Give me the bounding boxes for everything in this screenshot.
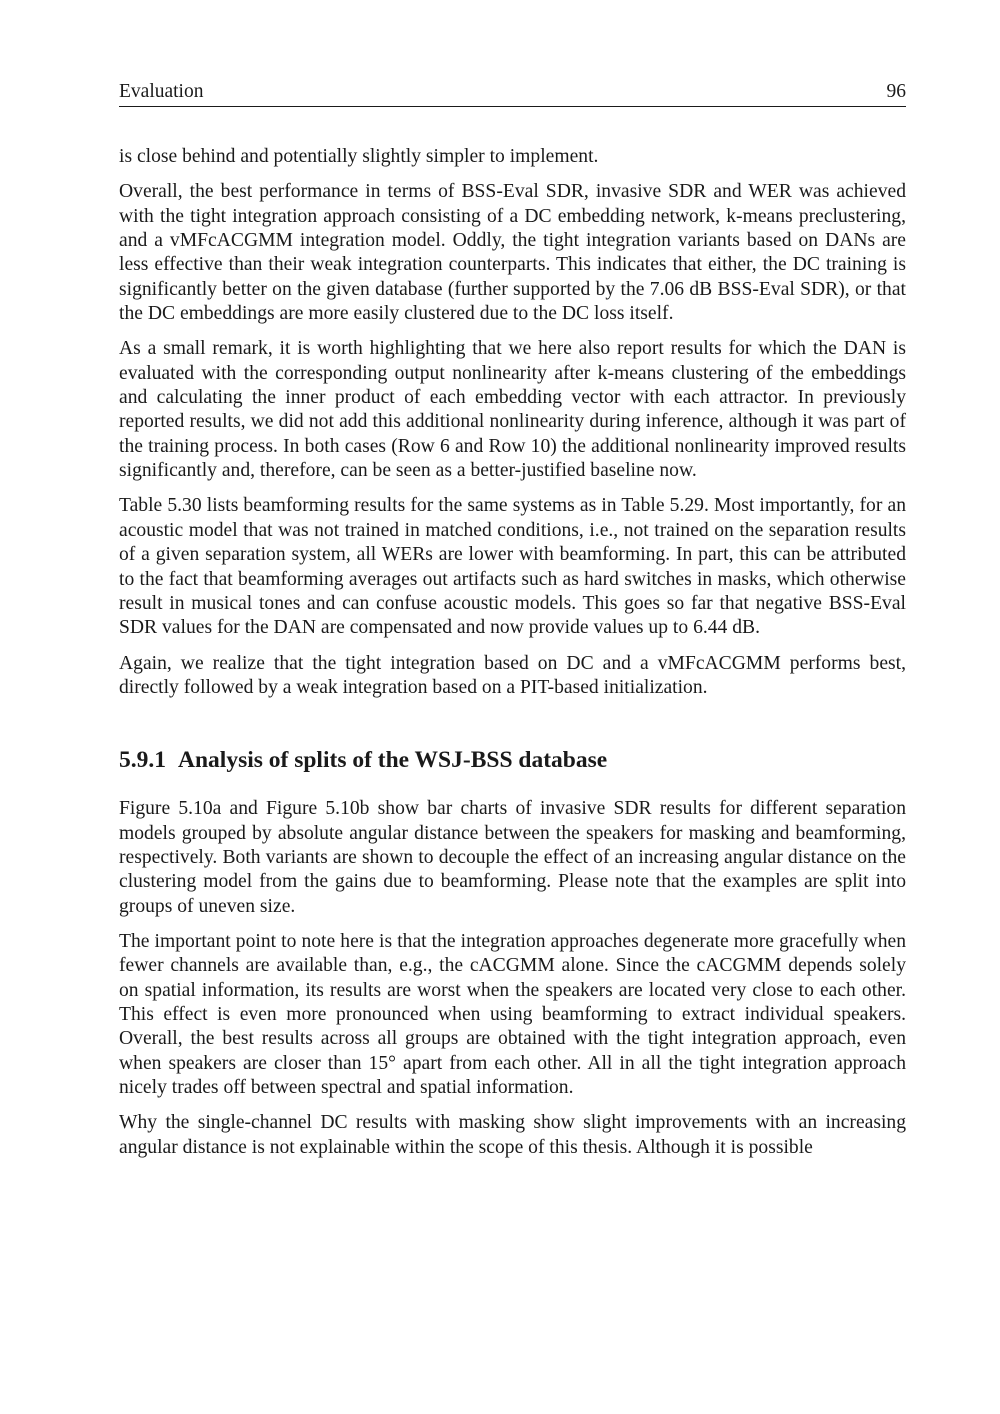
section-heading xyxy=(119,745,906,775)
running-header xyxy=(119,80,906,107)
paragraph: Figure 5.10a and Figure 5.10b show bar charts of invasive SDR results for different separation models grouped by absolute angular distance between the speakers for masking and beamforming, respectively. Both variants are shown to decouple the effect of an increasing angular distance on the clustering model from the gains due to beamforming. Please note that the examples are split into groups of uneven size. xyxy=(119,798,906,917)
paragraph: Why the single-channel DC results with masking show slight improvements with an increasing angular distance is not explainable within the scope of this thesis. Although it is possible xyxy=(119,1112,906,1158)
paragraph: The important point to note here is that the integration approaches degenerate more gracefully when fewer channels are available than, e.g., the cACGMM alone. Since the cACGMM depends solely on spatial information, its results are worst when the speakers are located very close to each other. This effect is even more pronounced when using beamforming to extract individual speakers. Overall, the best results across all groups are obtained with the tight integration approach, even when speakers are closer than 15° apart from each other. All in all the tight integration approach nicely trades off between spectral and spatial information. xyxy=(119,930,906,1098)
section-number: 5.9.1 xyxy=(119,747,166,774)
paragraph: is close behind and potentially slightly simpler to implement. xyxy=(119,146,599,167)
chapter-title: Evaluation xyxy=(119,81,204,102)
paragraph: Overall, the best performance in terms of BSS-Eval SDR, invasive SDR and WER was achieved with the tight integration approach consisting of a DC embedding network, k-means preclustering, and a vMFcACGMM integration model. Oddly, the tight integration variants based on DANs are less effective than their weak integration counterparts. This indicates that either, the DC training is significantly better on the given database (further supported by the 7.06 dB BSS-Eval SDR), or that the DC embeddings are more easily clustered due to the DC loss itself. xyxy=(119,181,906,325)
paragraph: Again, we realize that the tight integration based on DC and a vMFcACGMM performs best, directly followed by a weak integration based on a PIT-based initialization. xyxy=(119,652,906,698)
paragraph: As a small remark, it is worth highlighting that we here also report results for which the DAN is evaluated with the corresponding output nonlinearity after k-means clustering of the embeddings and calculating the inner product of each embedding vector with each attractor. In previously reported results, we did not add this additional nonlinearity during inference, although it was part of the training process. In both cases (Row 6 and Row 10) the additional nonlinearity improved results significantly and, therefore, can be seen as a better-justified baseline now. xyxy=(119,338,906,482)
section-title: Analysis of splits of the WSJ-BSS database xyxy=(178,747,608,774)
body-text xyxy=(119,145,906,1171)
paragraph: Table 5.30 lists beamforming results for the same systems as in Table 5.29. Most importantly, for an acoustic model that was not trained in matched conditions, i.e., not trained on the separation results of a given separation system, all WERs are lower with beamforming. In part, this can be attributed to the fact that beamforming averages out artifacts such as hard switches in masks, which otherwise result in musical tones and can confuse acoustic models. This goes so far that negative BSS-Eval SDR values for the DAN are compensated and now provide values up to 6.44 dB. xyxy=(119,495,906,639)
page-number: 96 xyxy=(886,81,906,102)
